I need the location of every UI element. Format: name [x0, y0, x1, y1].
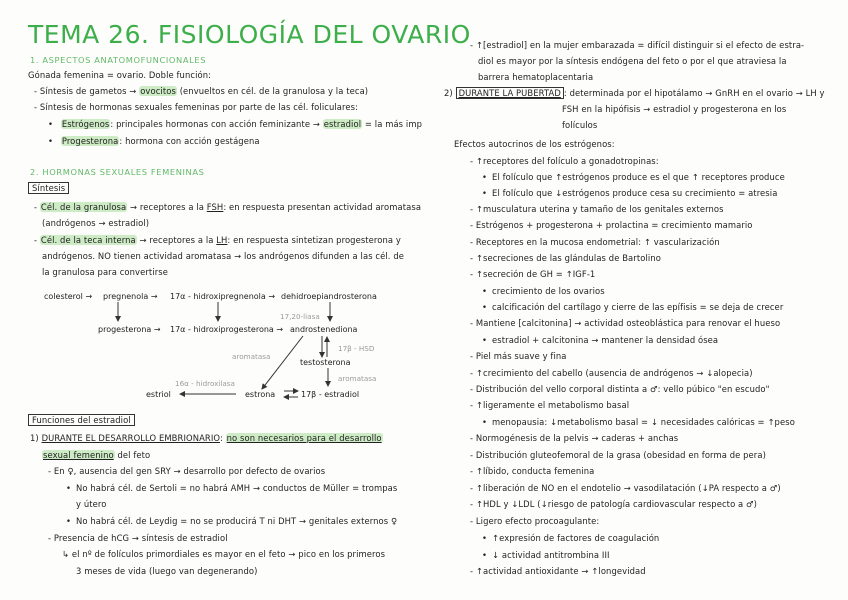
autocrine-item: • El folículo que ↑estrógenos produce es el que ↑ receptores produce — [482, 172, 785, 182]
functions-box: Funciones del estradiol — [28, 414, 135, 426]
pub-line-2: FSH en la hipófisis → estradiol y progesterona en los — [562, 104, 787, 114]
emb-highlight-1: no son necesarios para el desarrollo — [226, 433, 382, 443]
s1-hormones: - Síntesis de hormonas sexuales femeninas por parte de las cél. foliculares: — [34, 102, 359, 112]
autocrine-item: • menopausia: ↓metabolismo basal = ↓ necesidades calóricas = ↑peso — [482, 417, 795, 427]
autocrine-item: - ↑ligeramente el metabolismo basal — [470, 400, 630, 410]
teca-mid: → receptores a la — [139, 235, 214, 245]
autocrine-item: - ↑liberación de NO en el endotelio → vasodilatación (↓PA respecto a ♂) — [470, 483, 781, 493]
emb-heading: DURANTE EL DESARROLLO EMBRIONARIO — [41, 433, 220, 443]
enzyme-aromatasa-2: aromatasa — [338, 374, 377, 383]
granulosa-dash: - — [34, 202, 38, 212]
granulosa-line — [34, 202, 421, 212]
autocrine-item: • ↓ actividad antitrombina III — [482, 550, 610, 560]
node-testosterona: testosterona — [300, 358, 351, 367]
s1-estrogens-highlight: Estrógenos — [61, 119, 110, 129]
emb-foliculos-2: 3 meses de vida (luego van degenerando) — [76, 566, 258, 576]
enzyme-16a-hidroxilasa: 16α - hidroxilasa — [175, 379, 235, 388]
granulosa-highlight: Cél. de la granulosa — [40, 202, 127, 212]
autocrine-item: • calcificación del cartílago y cierre de las epífisis = se deja de crecer — [482, 302, 783, 312]
emb-sertoli-2: y útero — [76, 499, 107, 509]
s1-progesterone — [48, 136, 260, 146]
preg-line-1: - ↑[estradiol] en la mujer embarazada = difícil distinguir si el efecto de estra- — [470, 40, 805, 50]
node-dhea: dehidroepiandrosterona — [281, 292, 377, 301]
autocrine-item: • crecimiento de los ovarios — [482, 286, 605, 296]
autocrine-item: - ↑secreciones de las glándulas de Bartolino — [470, 253, 661, 263]
emb-post: del feto — [117, 450, 151, 460]
autocrine-item: - ↑receptores del folículo a gonadotropinas: — [470, 156, 659, 166]
autocrine-item: - ↑HDL y ↓LDL (↓riesgo de patología cardiovascular respecto a ♂) — [470, 499, 758, 509]
autocrine-item: - Piel más suave y fina — [470, 351, 567, 361]
pub-heading: DURANTE LA PUBERTAD — [456, 87, 564, 99]
emb-line-1 — [30, 433, 383, 443]
s1-gametes-post: (envueltos en cél. de la granulosa y la teca) — [179, 86, 369, 96]
s1-gametes-highlight: ovocitos — [140, 86, 176, 96]
autocrine-item: - Mantiene [calcitonina] → actividad osteoblástica para renovar el hueso — [470, 318, 781, 328]
teca-lh: LH — [216, 235, 228, 245]
node-17oh-progesterona: 17α - hidroxiprogesterona → — [170, 325, 284, 334]
autocrine-item: - ↑crecimiento del cabello (ausencia de andrógenos → ↓alopecia) — [470, 368, 753, 378]
node-colesterol: colesterol → — [44, 292, 93, 301]
s1-estrogens — [48, 119, 422, 129]
s1-estrogens-post: = la más imp — [364, 119, 423, 129]
autocrine-item: • ↑expresión de factores de coagulación — [482, 533, 659, 543]
autocrine-item: • estradiol + calcitonina → mantener la densidad ósea — [482, 335, 718, 345]
s1-gametes — [34, 86, 368, 96]
s1-progesterone-post: : hormona con acción gestágena — [119, 136, 260, 146]
enzyme-17-20-liasa: 17,20-liasa — [280, 312, 320, 321]
arrow-andro-estrona — [262, 336, 303, 389]
autocrine-item: - ↑secreción de GH = ↑IGF-1 — [470, 269, 596, 279]
teca-dash: - — [34, 235, 38, 245]
s1-estrogens-mid: : principales hormonas con acción feminizante → — [110, 119, 320, 129]
autocrine-item: - Ligero efecto procoagulante: — [470, 516, 600, 526]
teca-highlight: Cél. de la teca interna — [40, 235, 136, 245]
preg-line-2: diol es mayor por la síntesis endógena del feto o por el que atraviesa la — [478, 56, 787, 66]
section-2-heading: 2. HORMONAS SEXUALES FEMENINAS — [30, 167, 205, 177]
preg-line-3: barrera hematoplacentaria — [478, 72, 594, 82]
autocrine-item: - Distribución gluteofemoral de la grasa (obesidad en forma de pera) — [470, 450, 766, 460]
autocrine-item: - ↑actividad antioxidante → ↑longevidad — [470, 566, 646, 576]
enzyme-17b-hsd: 17β - HSD — [338, 344, 375, 353]
teca-line-3: la granulosa para convertirse — [42, 267, 168, 277]
emb-leydig: • No habrá cél. de Leydig = no se producirá T ni DHT → genitales externos ♀ — [66, 516, 397, 526]
pub-line-3: folículos — [562, 120, 598, 130]
emb-hcg: - Presencia de hCG → síntesis de estradiol — [48, 533, 228, 543]
pub-post: : determinada por el hipotálamo → GnRH en el ovario → LH y — [563, 88, 825, 98]
emb-foliculos-1: ↳ el nº de folículos primordiales es mayor en el feto → pico en los primeros — [62, 549, 386, 559]
granulosa-post: : en respuesta presentan actividad aromatasa — [223, 202, 422, 212]
s1-intro: Gónada femenina = ovario. Doble función: — [28, 70, 212, 80]
emb-highlight-2: sexual femenino — [43, 450, 114, 460]
teca-line-2: andrógenos. NO tienen actividad aromatasa → los andrógenos difunden a las cél. de — [42, 251, 404, 261]
autocrine-item: - Normogénesis de la pelvis → caderas + anchas — [470, 433, 679, 443]
node-estrona: estrona — [245, 390, 276, 399]
pub-line-1 — [444, 88, 825, 98]
node-pregnenola: pregnenola → — [103, 292, 158, 301]
teca-post: : en respuesta sintetizan progesterona y — [227, 235, 401, 245]
autocrine-item: - ↑líbido, conducta femenina — [470, 466, 595, 476]
emb-colon: : — [219, 433, 223, 443]
emb-number: 1) — [30, 433, 39, 443]
granulosa-mid: → receptores a la — [130, 202, 204, 212]
autocrine-item: • El folículo que ↓estrógenos produce cesa su crecimiento = atresia — [482, 188, 777, 198]
s1-progesterone-highlight: Progesterona — [61, 136, 119, 146]
page-title: TEMA 26. FISIOLOGÍA DEL OVARIO — [28, 20, 471, 49]
section-1-heading: 1. ASPECTOS ANATOMOFUNCIONALES — [30, 55, 207, 65]
granulosa-line-2: (andrógenos → estradiol) — [42, 218, 150, 228]
autocrine-item: - Receptores en la mucosa endometrial: ↑ vascularización — [470, 237, 720, 247]
s1-estradiol-highlight: estradiol — [323, 119, 362, 129]
node-progesterona: progesterona → — [98, 325, 161, 334]
node-17oh-pregnenola: 17α - hidroxipregnenola → — [170, 292, 276, 301]
emb-sertoli-1: • No habrá cél. de Sertoli = no habrá AMH → conductos de Müller = trompas — [66, 483, 397, 493]
autocrine-heading: Efectos autocrinos de los estrógenos: — [454, 139, 615, 149]
emb-line-2 — [42, 450, 150, 460]
enzyme-aromatasa-1: aromatasa — [232, 352, 271, 361]
emb-sry: - En ♀, ausencia del gen SRY → desarrollo por defecto de ovarios — [48, 466, 326, 476]
node-estriol: estriol — [146, 390, 171, 399]
synthesis-box: Síntesis — [28, 182, 69, 194]
autocrine-item: - Estrógenos + progesterona + prolactina = crecimiento mamario — [470, 220, 753, 230]
s1-gametes-pre: - Síntesis de gametos → — [34, 86, 137, 96]
pub-number: 2) — [444, 88, 453, 98]
autocrine-item: - ↑musculatura uterina y tamaño de los genitales externos — [470, 204, 724, 214]
teca-line — [34, 235, 401, 245]
granulosa-fsh: FSH — [206, 202, 224, 212]
autocrine-item: - Distribución del vello corporal distinta a ♂: vello púbico "en escudo" — [470, 384, 770, 394]
node-androstenediona: androstenediona — [290, 325, 358, 334]
node-17b-estradiol: 17β - estradiol — [301, 390, 360, 399]
